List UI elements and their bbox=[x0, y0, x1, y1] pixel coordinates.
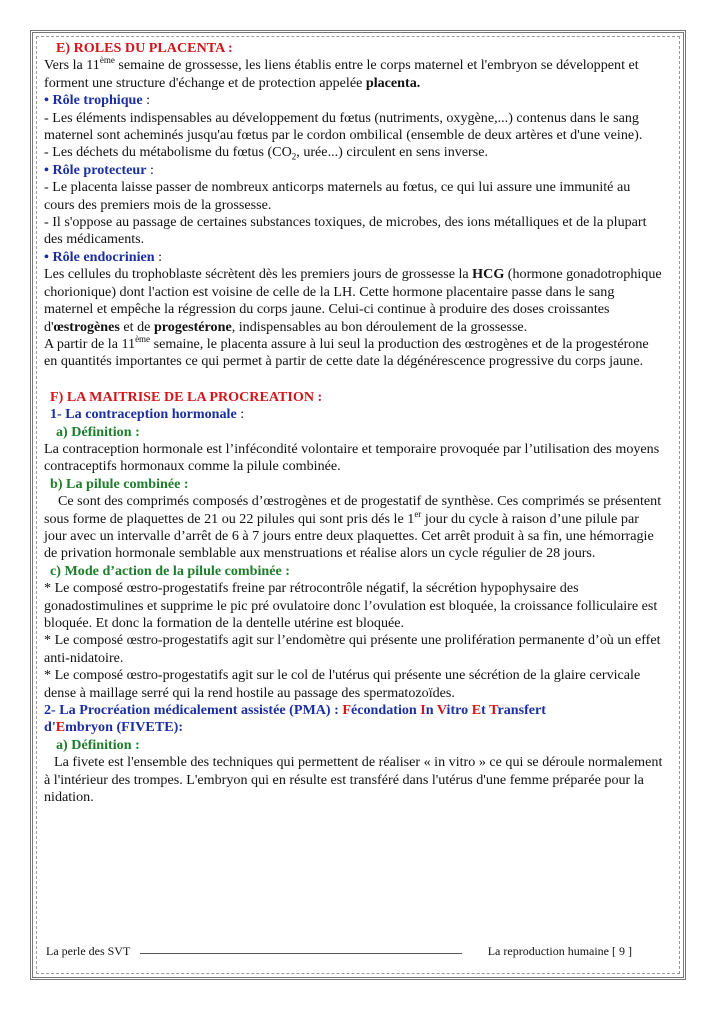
fivete-word-rest: écondation bbox=[350, 702, 421, 719]
pilule-text: Ce sont des comprimés composés d’œstrogènes et de progestatif de synthèse. Ces comprimés se présentent sous forme de plaquettes de 21 ou 22 pilules qui sont pris dés le 1er jour du cycle à raison d’une pilule par jour avec un intervalle d’arrêt de 6 à 7 jours entre deux plaquettes. Cet arrêt produit à sa fin, une hémorragie de privation hormonale semblable aux menstruations et réalise alors un cycle régulier de 28 jours. bbox=[44, 493, 662, 562]
pma-heading: 2- La Procréation médicalement assistée (PMA) : Fécondation In Vitro Et Transfert bbox=[44, 702, 546, 719]
fivete-word-rest: ransfert bbox=[497, 702, 546, 719]
definition-text: La contraception hormonale est l’infécondité volontaire et temporaire provoquée par l’utilisation des moyens contraceptifs hormonaux comme la pilule combinée. bbox=[44, 440, 660, 475]
role-endocrinien-p2: A partir de la 11ème semaine, le placenta assure à lui seul la production des œstrogènes et de la progestérone en quantités importantes ce qui permet à partir de cette date la dégénérescence progressive du corps jaune. bbox=[44, 333, 649, 370]
fivete-word-rest: n bbox=[425, 702, 437, 719]
role-endocrinien-heading: • Rôle endocrinien : bbox=[44, 248, 163, 265]
fivete-initial: V bbox=[436, 702, 447, 719]
fivete-initial: E bbox=[471, 702, 482, 719]
pma-heading-line2: d'Embryon (FIVETE): bbox=[44, 719, 184, 736]
page-footer bbox=[46, 944, 632, 960]
role-trophique-p2: - Les déchets du métabolisme du fœtus (CO2, urée...) circulent en sens inverse. bbox=[44, 144, 489, 162]
role-endocrinien-p1: Les cellules du trophoblaste sécrètent dès les premiers jours de grossesse la HCG (hormone gonadotrophique chorionique) dont l'action est voisine de celle de la LH. Cette hormone placentaire passe dans le sang maternel et empêche la régression du corps jaune. Celui-ci continue à produire des doses croissantes d'œstrogènes et de progestérone, indispensables au bon déroulement de la grossesse. bbox=[44, 266, 662, 335]
mode-action-p3: * Le composé œstro-progestatifs agit sur le col de l'utérus qui présente une sécrétion de la glaire cervicale dense à maillage serré qui la rend hostile au passage des spermatozoïdes. bbox=[44, 667, 641, 701]
role-protecteur-p2: - Il s'oppose au passage de certaines substances toxiques, de microbes, des ions métalliques et de la plupart des médicaments. bbox=[44, 214, 647, 248]
fivete-initial: T bbox=[489, 702, 498, 719]
mode-action-p1: * Le composé œstro-progestatifs freine par rétrocontrôle négatif, la sécrétion hypophysaire des gonadostimulines et supprime le pic pré ovulatoire donc l’ovulation est bloquée, la croissance folliculaire est bloquée. Et donc la formation de la dentelle utérine est bloquée. bbox=[44, 580, 658, 631]
pilule-heading: b) La pilule combinée : bbox=[50, 475, 189, 492]
definition-heading: a) Définition : bbox=[56, 423, 140, 440]
definition-2-text: La fivete est l'ensemble des techniques qui permettent de réaliser « in vitro » ce qui se déroule normalement à l'intérieur des trompes. L'embryon qui en résulte est transféré dans l'utérus d'une femme préparée pour la nidation. bbox=[44, 754, 663, 806]
definition-2-heading: a) Définition : bbox=[56, 736, 140, 753]
role-trophique-p1: - Les éléments indispensables au développement du fœtus (nutriments, oxygène,...) contenus dans le sang maternel sont acheminés jusqu'au fœtus par le cordon ombilical (ensemble de deux artères et d'une veine). bbox=[44, 109, 643, 144]
section-e-title: E) ROLES DU PLACENTA : bbox=[56, 40, 233, 56]
role-trophique-heading: • Rôle trophique : bbox=[44, 92, 151, 109]
section-f-title: F) LA MAITRISE DE LA PROCREATION : bbox=[50, 388, 323, 405]
document-body bbox=[44, 40, 664, 806]
fivete-initial: F bbox=[342, 702, 351, 719]
mode-action-heading: c) Mode d’action de la pilule combinée : bbox=[50, 562, 290, 579]
role-protecteur-p1: - Le placenta laisse passer de nombreux anticorps maternels au fœtus, ce qui lui assure une immunité au cours des premiers mois de la grossesse. bbox=[44, 179, 631, 213]
fivete-word-rest: itro bbox=[446, 702, 472, 719]
fivete-word-rest: t bbox=[481, 702, 490, 719]
fivete-initial: I bbox=[420, 702, 426, 719]
footer-divider bbox=[140, 953, 462, 954]
spacer bbox=[44, 371, 664, 389]
contraception-heading: 1- La contraception hormonale : bbox=[50, 406, 245, 423]
footer-left: La perle des SVT bbox=[46, 944, 131, 958]
section-e-intro: Vers la 11ème semaine de grossesse, les liens établis entre le corps maternel et l'embryon se développent et forment une structure d'échange et de protection appelée placenta. bbox=[44, 55, 639, 91]
footer-right: La reproduction humaine [ 9 ] bbox=[487, 944, 632, 958]
role-protecteur-heading: • Rôle protecteur : bbox=[44, 161, 154, 178]
mode-action-p2: * Le composé œstro-progestatifs agit sur l’endomètre qui présente une prolifération permanente d’où un effet anti-nidatoire. bbox=[44, 632, 661, 666]
